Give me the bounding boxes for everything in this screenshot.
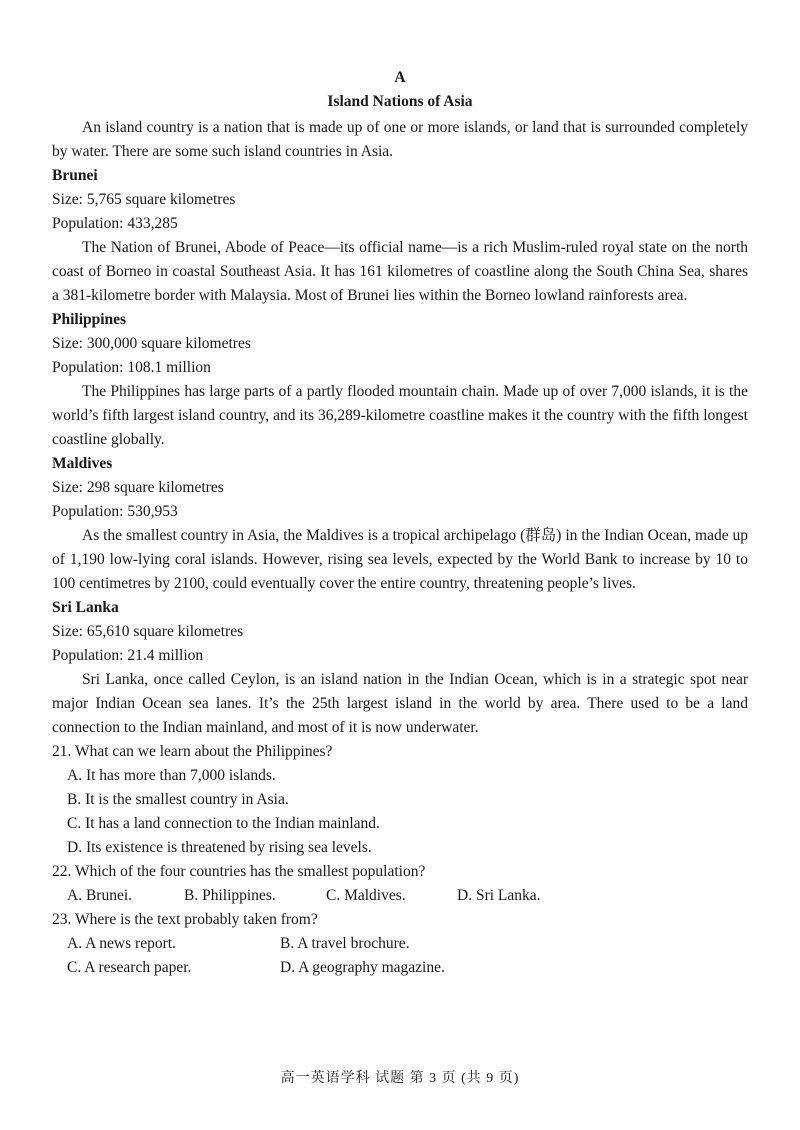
country-size: Size: 5,765 square kilometres [52,191,236,208]
intro-paragraph: An island country is a nation that is made up of one or more islands, or land that is surrounded completely by water. There are some such island countries in Asia. [52,119,748,160]
country-description: The Nation of Brunei, Abode of Peace—its official name—is a rich Muslim-ruled royal state on the north coast of Borneo in coastal Southeast Asia. It has 161 kilometres of coastline along the South China Sea, shares a 381-kilometre border with Malaysia. Most of Brunei lies within the Borneo lowland rainforests area. [52,239,748,304]
option-c: C. A research paper. [67,959,192,976]
country-size: Size: 298 square kilometres [52,479,224,496]
country-size: Size: 65,610 square kilometres [52,623,244,640]
options-row [52,932,748,956]
country-population: Population: 433,285 [52,215,178,232]
option-c: C. Maldives. [326,887,406,904]
question-stem: 23. Where is the text probably taken from? [52,911,318,928]
country-sri-lanka [52,596,748,740]
country-description: The Philippines has large parts of a partly flooded mountain chain. Made up of over 7,000 islands, it is the world’s fifth largest island country, and its 36,289-kilometre coastline makes it the country with the fifth longest coastline globally. [52,383,748,448]
country-philippines [52,308,748,452]
country-population: Population: 530,953 [52,503,178,520]
country-size: Size: 300,000 square kilometres [52,335,251,352]
country-heading: Brunei [52,167,98,184]
question-21 [52,740,748,860]
country-brunei [52,164,748,308]
question-22 [52,860,748,908]
country-description: As the smallest country in Asia, the Maldives is a tropical archipelago (群岛) in the Indian Ocean, made up of 1,190 low-lying coral islands. However, rising sea levels, expected by the World Bank to increase by 10 to 100 centimetres by 2100, could eventually cover the entire country, threatening people’s lives. [52,527,748,592]
country-heading: Maldives [52,455,113,472]
page-footer: 高一英语学科 试题 第 3 页 (共 9 页) [280,1071,520,1086]
country-population: Population: 108.1 million [52,359,211,376]
option-d: D. Sri Lanka. [457,887,541,904]
option-c: C. It has a land connection to the Indian mainland. [67,815,380,832]
options-row [52,884,748,908]
country-description: Sri Lanka, once called Ceylon, is an island nation in the Indian Ocean, which is in a strategic spot near major Indian Ocean sea lanes. It’s the 25th largest island in the world by area. There used to be a land connection to the Indian mainland, and most of it is now underwater. [52,671,748,736]
question-stem: 22. Which of the four countries has the smallest population? [52,863,426,880]
country-heading: Philippines [52,311,127,328]
country-population: Population: 21.4 million [52,647,204,664]
question-23 [52,908,748,980]
option-d: D. Its existence is threatened by rising sea levels. [67,839,372,856]
options-row [52,956,748,980]
country-heading: Sri Lanka [52,599,119,616]
passage-title: Island Nations of Asia [327,93,473,110]
option-a: A. Brunei. [67,887,133,904]
option-a: A. A news report. [67,935,176,952]
option-b: B. It is the smallest country in Asia. [67,791,289,808]
country-maldives [52,452,748,596]
option-a: A. It has more than 7,000 islands. [67,767,276,784]
passage-body [52,116,748,980]
option-b: B. A travel brochure. [280,935,410,952]
section-letter: A [394,69,406,86]
option-d: D. A geography magazine. [280,959,445,976]
option-b: B. Philippines. [184,887,276,904]
question-stem: 21. What can we learn about the Philippines? [52,743,333,760]
